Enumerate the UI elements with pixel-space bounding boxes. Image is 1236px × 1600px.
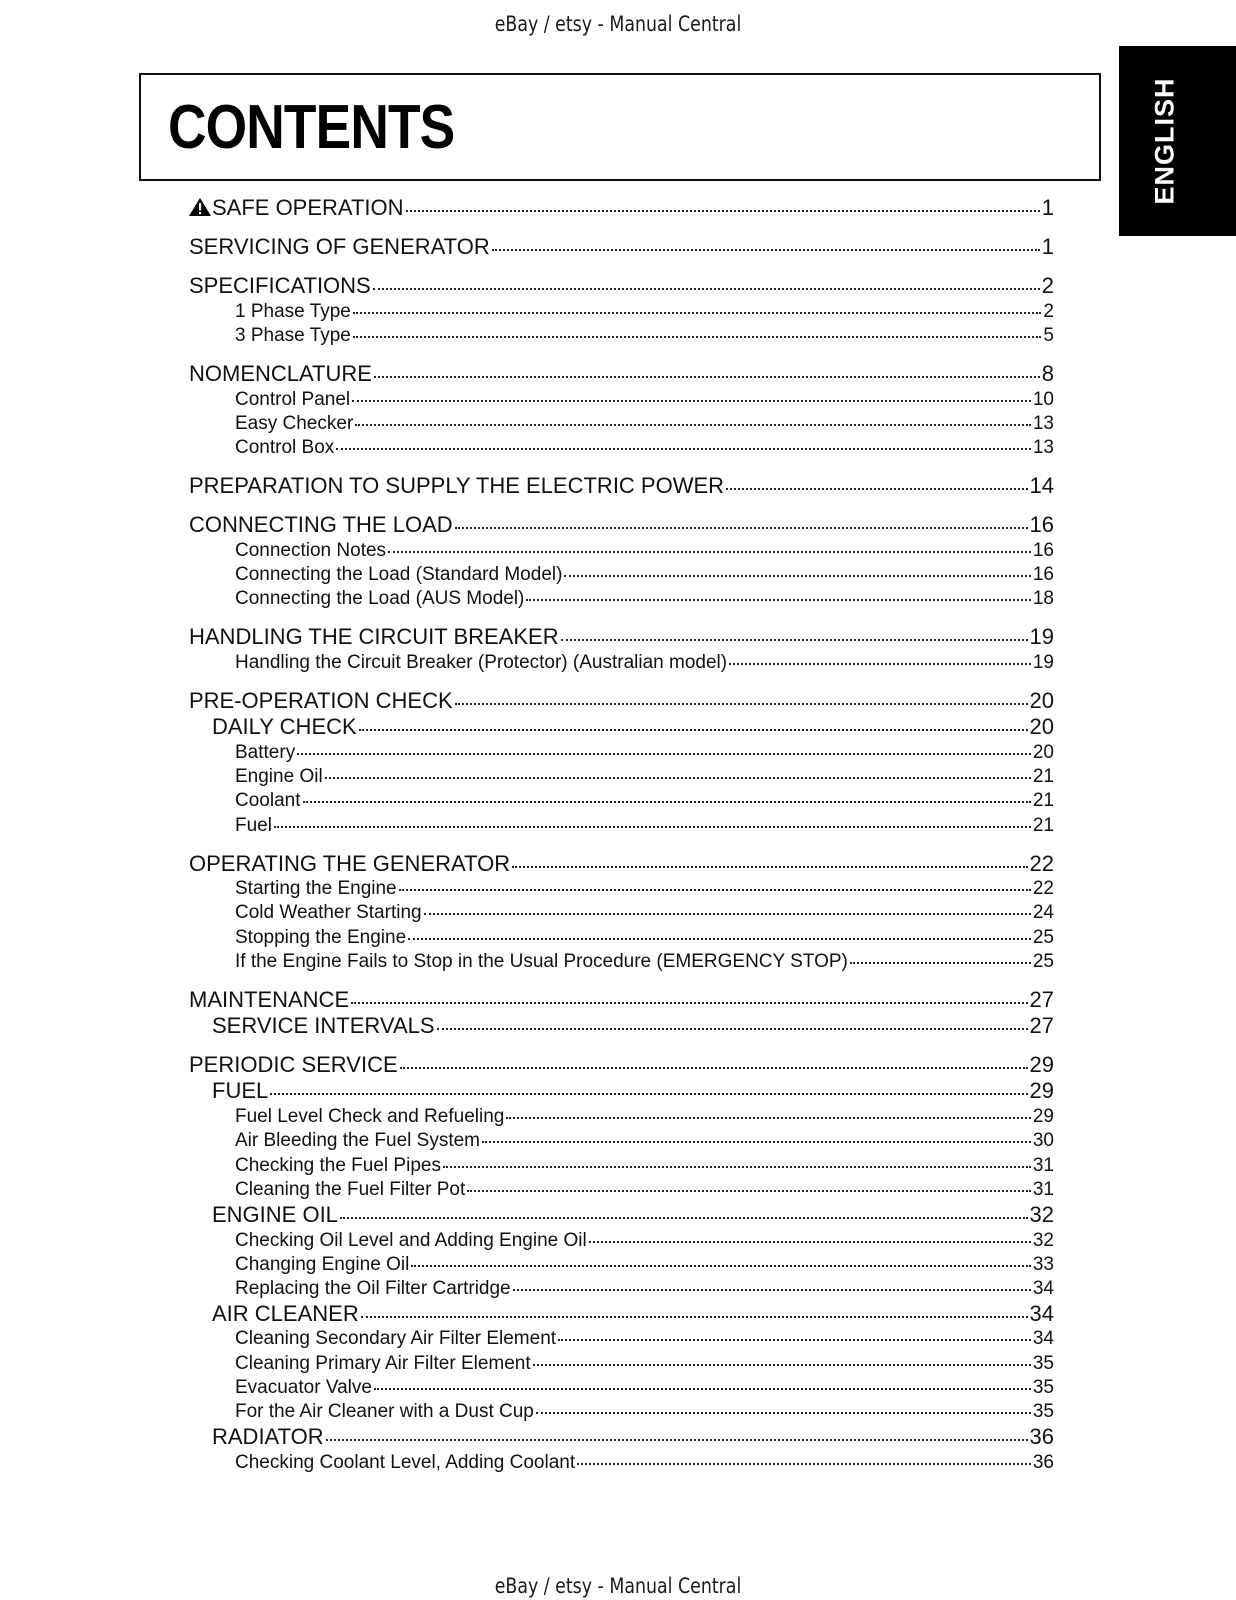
toc-entry-page-number: 18 <box>1032 588 1054 609</box>
toc-entry-text: Connecting the Load (Standard Model) <box>235 564 563 585</box>
toc-entry-page-number: 19 <box>1029 624 1054 649</box>
toc-entry-page-number: 29 <box>1032 1106 1054 1127</box>
toc-entry-page-number: 25 <box>1032 951 1054 972</box>
toc-entry-page-number: 21 <box>1032 766 1054 787</box>
toc-entry-page-number: 27 <box>1029 1013 1054 1038</box>
dot-leader <box>443 1166 1031 1168</box>
toc-entry-text: NOMENCLATURE <box>189 361 372 386</box>
dot-leader <box>359 729 1028 731</box>
toc-entry-text: SERVICING OF GENERATOR <box>189 234 490 259</box>
toc-entry-page-number: 35 <box>1032 1377 1054 1398</box>
toc-entry[interactable] <box>212 1202 1054 1228</box>
toc-entry-page-number: 5 <box>1043 325 1054 346</box>
toc-entry-text: PRE-OPERATION CHECK <box>189 688 453 713</box>
toc-entry-label <box>235 815 272 837</box>
toc-entry-text: Replacing the Oil Filter Cartridge <box>235 1278 511 1299</box>
toc-entry[interactable] <box>235 325 1054 347</box>
toc-entry[interactable] <box>189 512 1054 538</box>
toc-entry-text: Connecting the Load (AUS Model) <box>235 588 525 609</box>
toc-entry-page-number: 2 <box>1043 301 1054 322</box>
toc-entry[interactable] <box>235 815 1054 837</box>
toc-entry[interactable] <box>189 234 1054 260</box>
toc-entry-text: Cleaning Primary Air Filter Element <box>235 1353 531 1374</box>
toc-entry-page-number: 16 <box>1032 564 1054 585</box>
toc-entry-page-number: 36 <box>1032 1452 1054 1473</box>
toc-entry-label <box>235 652 727 674</box>
page-title: CONTENTS <box>168 93 455 162</box>
toc-entry-label <box>235 1452 575 1474</box>
toc-entry-text: Fuel <box>235 815 272 836</box>
dot-leader <box>729 663 1031 665</box>
toc-entry-text: Handling the Circuit Breaker (Protector) (Australian model) <box>235 652 728 673</box>
toc-entry[interactable] <box>235 1401 1054 1423</box>
dot-leader <box>561 639 1028 641</box>
toc-entry-page-number: 2 <box>1041 273 1054 298</box>
toc-entry[interactable] <box>235 1328 1054 1350</box>
toc-entry-label <box>189 624 559 650</box>
toc-entry[interactable] <box>235 1130 1054 1152</box>
toc-entry[interactable] <box>212 1424 1054 1450</box>
toc-entry[interactable] <box>235 413 1054 435</box>
toc-entry-page-number: 13 <box>1032 437 1054 458</box>
toc-entry-text: HANDLING THE CIRCUIT BREAKER <box>189 624 559 649</box>
toc-entry-page-number: 36 <box>1029 1424 1054 1449</box>
toc-entry-page-number: 21 <box>1032 815 1054 836</box>
toc-entry-text: Coolant <box>235 790 301 811</box>
toc-entry-text: OPERATING THE GENERATOR <box>189 851 511 876</box>
toc-entry[interactable] <box>235 1278 1054 1300</box>
toc-entry-page-number: 29 <box>1029 1078 1054 1103</box>
dot-leader <box>411 1265 1031 1267</box>
toc-entry[interactable] <box>189 1052 1054 1078</box>
toc-entry-label <box>189 851 510 877</box>
toc-entry-page-number: 31 <box>1032 1179 1054 1200</box>
toc-entry-text: If the Engine Fails to Stop in the Usual Procedure (EMERGENCY STOP) <box>235 951 848 972</box>
dot-leader <box>577 1463 1031 1465</box>
toc-entry-text: AIR CLEANER <box>212 1301 359 1326</box>
dot-leader <box>558 1339 1031 1341</box>
toc-entry-text: Checking the Fuel Pipes <box>235 1155 441 1176</box>
toc-entry-page-number: 31 <box>1032 1155 1054 1176</box>
toc-entry-text: ENGINE OIL <box>212 1202 338 1227</box>
toc-entry-label <box>235 951 848 973</box>
toc-entry[interactable] <box>212 1013 1054 1039</box>
toc-entry-label <box>235 564 562 586</box>
toc-entry[interactable] <box>235 389 1054 411</box>
toc-entry-label <box>235 902 422 924</box>
toc-entry[interactable] <box>235 588 1054 610</box>
dot-leader <box>513 1289 1031 1291</box>
toc-entry[interactable] <box>235 1452 1054 1474</box>
toc-entry-page-number: 13 <box>1032 413 1054 434</box>
toc-entry[interactable] <box>235 878 1054 900</box>
dot-leader <box>353 312 1042 314</box>
toc-entry-label <box>235 588 524 610</box>
toc-entry-text: Starting the Engine <box>235 878 397 899</box>
toc-entry-label <box>189 195 404 221</box>
toc-entry[interactable] <box>235 951 1054 973</box>
toc-entry-text: FUEL <box>212 1078 269 1103</box>
dot-leader <box>437 1028 1028 1030</box>
dot-leader <box>850 962 1031 964</box>
toc-entry[interactable] <box>189 361 1054 387</box>
contents-header-box <box>139 73 1101 181</box>
toc-entry[interactable] <box>189 473 1054 499</box>
toc-entry-page-number: 32 <box>1029 1202 1054 1227</box>
toc-entry-label <box>189 1052 398 1078</box>
toc-entry-label <box>235 1401 534 1423</box>
toc-entry-page-number: 20 <box>1032 742 1054 763</box>
toc-entry-page-number: 34 <box>1032 1328 1054 1349</box>
toc-entry-label <box>189 512 453 538</box>
toc-entry[interactable] <box>235 437 1054 459</box>
toc-entry-page-number: 10 <box>1032 389 1054 410</box>
toc-entry-text: For the Air Cleaner with a Dust Cup <box>235 1401 534 1422</box>
language-tab <box>1119 46 1236 236</box>
toc-entry-text: CONNECTING THE LOAD <box>189 512 453 537</box>
toc-entry-page-number: 29 <box>1029 1052 1054 1077</box>
toc-entry[interactable] <box>235 1254 1054 1276</box>
toc-entry-text: Evacuator Valve <box>235 1377 372 1398</box>
toc-entry-text: SPECIFICATIONS <box>189 273 371 298</box>
toc-entry-page-number: 34 <box>1032 1278 1054 1299</box>
toc-entry[interactable] <box>235 564 1054 586</box>
toc-entry[interactable] <box>189 273 1054 299</box>
toc-entry-page-number: 35 <box>1032 1353 1054 1374</box>
dot-leader <box>455 527 1028 529</box>
toc-entry[interactable] <box>235 1179 1054 1201</box>
toc-entry-text: RADIATOR <box>212 1424 324 1449</box>
toc-entry-label <box>235 437 334 459</box>
toc-entry-text: PREPARATION TO SUPPLY THE ELECTRIC POWER <box>189 473 725 498</box>
toc-entry-label <box>212 1202 338 1228</box>
toc-entry-label <box>189 688 453 714</box>
dot-leader <box>373 288 1040 290</box>
toc-entry-text: Checking Coolant Level, Adding Coolant <box>235 1452 576 1473</box>
dot-leader <box>361 1316 1028 1318</box>
toc-entry[interactable] <box>212 714 1054 740</box>
toc-entry-label <box>189 234 490 260</box>
toc-entry-text: Air Bleeding the Fuel System <box>235 1130 481 1151</box>
toc-entry-label <box>235 301 351 323</box>
dot-leader <box>482 1141 1031 1143</box>
dot-leader <box>374 1388 1031 1390</box>
toc-entry-text: Engine Oil <box>235 766 323 787</box>
toc-entry-label <box>212 1301 359 1327</box>
toc-entry-page-number: 32 <box>1032 1230 1054 1251</box>
toc-entry-text: SERVICE INTERVALS <box>212 1013 435 1038</box>
toc-entry-label <box>235 325 351 347</box>
toc-entry[interactable] <box>235 790 1054 812</box>
toc-entry-page-number: 16 <box>1029 512 1054 537</box>
toc-entry[interactable] <box>235 742 1054 764</box>
dot-leader <box>506 1117 1031 1119</box>
toc-entry-page-number: 22 <box>1029 851 1054 876</box>
dot-leader <box>533 1364 1031 1366</box>
toc-entry-text: Cleaning Secondary Air Filter Element <box>235 1328 557 1349</box>
toc-entry-label <box>212 1013 435 1039</box>
toc-entry-text: DAILY CHECK <box>212 714 357 739</box>
dot-leader <box>336 448 1031 450</box>
toc-entry-text: Control Box <box>235 437 335 458</box>
toc-entry-page-number: 30 <box>1032 1130 1054 1151</box>
dot-leader <box>408 938 1031 940</box>
toc-entry-label <box>235 1130 480 1152</box>
dot-leader <box>340 1217 1028 1219</box>
toc-entry-page-number: 22 <box>1032 878 1054 899</box>
toc-entry-text: MAINTENANCE <box>189 987 350 1012</box>
toc-entry[interactable] <box>235 1230 1054 1252</box>
dot-leader <box>424 913 1031 915</box>
toc-entry-page-number: 21 <box>1032 790 1054 811</box>
dot-leader <box>564 575 1030 577</box>
toc-entry[interactable] <box>235 927 1054 949</box>
dot-leader <box>303 801 1031 803</box>
dot-leader <box>536 1412 1031 1414</box>
toc-entry[interactable] <box>189 987 1054 1013</box>
toc-entry-label <box>235 766 323 788</box>
dot-leader <box>270 1093 1027 1095</box>
dot-leader <box>353 336 1042 338</box>
toc-entry-label <box>212 714 357 740</box>
dot-leader <box>406 210 1040 212</box>
dot-leader <box>526 599 1030 601</box>
toc-entry-text: PERIODIC SERVICE <box>189 1052 398 1077</box>
toc-entry-label <box>235 790 301 812</box>
toc-entry-text: 3 Phase Type <box>235 325 351 346</box>
dot-leader <box>297 753 1031 755</box>
dot-leader <box>374 376 1040 378</box>
toc-entry[interactable] <box>235 540 1054 562</box>
dot-leader <box>726 488 1027 490</box>
watermark-bottom: eBay / etsy - Manual Central <box>494 1574 742 1598</box>
dot-leader <box>467 1190 1031 1192</box>
dot-leader <box>355 424 1031 426</box>
toc-entry-label <box>235 1278 511 1300</box>
toc-entry-text: Control Panel <box>235 389 351 410</box>
toc-entry-label <box>235 878 397 900</box>
warning-icon <box>189 196 211 214</box>
toc-entry-text: 1 Phase Type <box>235 301 351 322</box>
toc-entry-label <box>235 1179 465 1201</box>
toc-entry-label <box>235 1353 531 1375</box>
toc-entry-text: Cold Weather Starting <box>235 902 422 923</box>
toc-entry-page-number: 27 <box>1029 987 1054 1012</box>
toc-entry-label <box>212 1078 268 1104</box>
dot-leader <box>455 703 1028 705</box>
toc-entry[interactable] <box>235 1106 1054 1128</box>
toc-entry-label <box>235 1377 372 1399</box>
toc-entry-text: SAFE OPERATION <box>212 195 404 220</box>
dot-leader <box>325 777 1031 779</box>
toc-entry-text: Fuel Level Check and Refueling <box>235 1106 505 1127</box>
toc-entry-page-number: 25 <box>1032 927 1054 948</box>
toc-entry-label <box>235 1155 441 1177</box>
toc-entry-label <box>235 742 295 764</box>
toc-entry-page-number: 34 <box>1029 1301 1054 1326</box>
dot-leader <box>400 1067 1028 1069</box>
toc-entry-label <box>235 413 353 435</box>
toc-entry-page-number: 14 <box>1029 473 1054 498</box>
toc-entry-label <box>189 361 372 387</box>
toc-entry-page-number: 33 <box>1032 1254 1054 1275</box>
dot-leader <box>399 889 1031 891</box>
toc-entry[interactable] <box>235 1377 1054 1399</box>
dot-leader <box>352 400 1031 402</box>
dot-leader <box>512 866 1027 868</box>
dot-leader <box>492 249 1040 251</box>
toc-entry[interactable] <box>212 1301 1054 1327</box>
toc-entry-text: Cleaning the Fuel Filter Pot <box>235 1179 466 1200</box>
toc-entry[interactable] <box>212 1078 1054 1104</box>
toc-entry[interactable] <box>235 652 1054 674</box>
toc-entry-label <box>189 273 371 299</box>
toc-entry-page-number: 20 <box>1029 714 1054 739</box>
dot-leader <box>274 826 1031 828</box>
toc-entry-text: Connection Notes <box>235 540 387 561</box>
toc-entry-label <box>235 389 350 411</box>
toc-entry-label <box>189 473 724 499</box>
toc-entry-text: Changing Engine Oil <box>235 1254 410 1275</box>
toc-entry-page-number: 19 <box>1032 652 1054 673</box>
toc-entry-label <box>235 927 406 949</box>
dot-leader <box>388 551 1031 553</box>
toc-entry-label <box>212 1424 324 1450</box>
toc-entry-page-number: 35 <box>1032 1401 1054 1422</box>
dot-leader <box>326 1439 1028 1441</box>
dot-leader <box>589 1241 1031 1243</box>
toc-entry[interactable] <box>235 902 1054 924</box>
toc-entry[interactable] <box>189 688 1054 714</box>
language-tab-label: ENGLISH <box>1149 77 1180 205</box>
toc-entry-page-number: 20 <box>1029 688 1054 713</box>
toc-entry[interactable] <box>189 851 1054 877</box>
toc-entry-label <box>235 1254 409 1276</box>
toc-entry-text: Battery <box>235 742 296 763</box>
toc-entry-page-number: 1 <box>1041 234 1054 259</box>
toc-entry-text: Stopping the Engine <box>235 927 407 948</box>
toc-entry-label <box>235 1106 504 1128</box>
toc-entry[interactable] <box>189 624 1054 650</box>
toc-entry-label <box>235 540 386 562</box>
toc-entry[interactable] <box>235 1155 1054 1177</box>
toc-entry-text: Checking Oil Level and Adding Engine Oil <box>235 1230 587 1251</box>
toc-entry-label <box>235 1230 587 1252</box>
toc-entry[interactable] <box>235 301 1054 323</box>
toc-entry[interactable] <box>235 766 1054 788</box>
toc-entry-page-number: 16 <box>1032 540 1054 561</box>
toc-entry-page-number: 1 <box>1041 195 1054 220</box>
watermark-top: eBay / etsy - Manual Central <box>494 12 742 36</box>
toc-entry-page-number: 24 <box>1032 902 1054 923</box>
toc-entry-text: Easy Checker <box>235 413 354 434</box>
toc-entry-label <box>235 1328 556 1350</box>
toc-entry[interactable] <box>189 195 1054 221</box>
toc-entry[interactable] <box>235 1353 1054 1375</box>
dot-leader <box>351 1002 1027 1004</box>
toc-entry-label <box>189 987 349 1013</box>
toc-entry-page-number: 8 <box>1041 361 1054 386</box>
